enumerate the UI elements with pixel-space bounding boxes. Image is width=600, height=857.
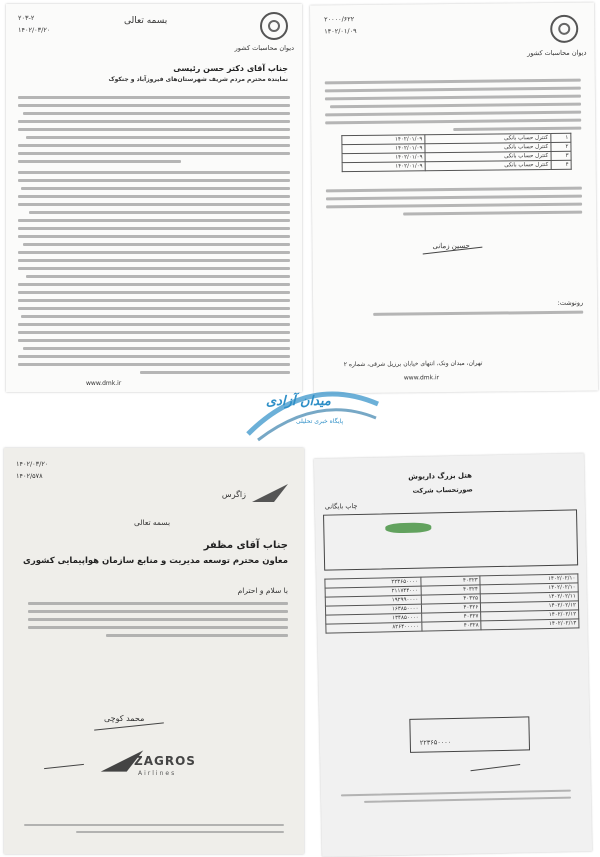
invoice-footer-lines <box>341 790 571 809</box>
signature-mark-2 <box>44 764 84 769</box>
footer-lines <box>24 824 284 838</box>
table-cell: ۴۰۳۲۳ <box>420 576 480 586</box>
table-cell: ۳ <box>551 151 572 160</box>
recipient-name: جناب آقای مظفر <box>203 540 288 551</box>
salutation: با سلام و احترام <box>237 586 288 595</box>
watermark-title: میدان آزادی <box>266 394 331 409</box>
letter-number: ۲۰۳-۲ <box>18 14 35 22</box>
accounts-table <box>341 133 571 172</box>
table-cell: ۱۳۴۸۵۰۰۰۰ <box>326 613 422 624</box>
print-label: چاپ بایگانی <box>324 501 358 511</box>
letter-date: ۱۴۰۲/۰۳/۲۰ <box>16 460 49 468</box>
footer-website: www.dmk.ir <box>403 374 440 382</box>
greeting: بسمه تعالی <box>134 518 171 527</box>
invoice-document <box>314 453 592 857</box>
table-cell: ۱۴۰۲/۰۲/۱۰ <box>480 583 578 594</box>
brand-english: ZAGROS <box>134 754 196 768</box>
table-cell: ۴۰۳۲۷ <box>421 612 481 622</box>
brand-persian: زاگرس <box>221 490 246 499</box>
table-cell: ۱۴۰۲/۰۲/۱۲ <box>481 610 579 621</box>
table-cell: ۱۴۰۲/۰۱/۰۹ <box>342 144 425 154</box>
letter-document-top-left <box>6 4 302 392</box>
table-cell: ۴۰۳۲۶ <box>421 603 481 613</box>
letter-body <box>28 602 288 642</box>
table-cell: ۸۲۶۴۰۰۰۰۰ <box>326 622 422 633</box>
signer-name: محمد کوچی <box>104 714 145 723</box>
table-cell: ۱۹۲۹۹۰۰۰۰ <box>325 595 421 606</box>
letter-document-top-right <box>310 3 598 394</box>
news-watermark <box>238 384 386 446</box>
table-cell: ۱۴۰۲/۰۲/۱۲ <box>481 601 579 612</box>
letter-number: ۲۰۰۰۰/۶۲۲ <box>324 15 355 24</box>
footer-website: www.dmk.ir <box>86 380 122 387</box>
recipient-role: نماینده محترم مردم شریف شهرستان‌های فیروز‌آباد و جنکوک <box>108 76 288 83</box>
invoice-table <box>324 573 579 633</box>
letter-document-bottom-left <box>4 448 304 854</box>
table-cell: ۱۴۰۲/۰۲/۱۱ <box>480 592 578 603</box>
letter-date: ۱۴۰۲/۰۳/۲۰ <box>18 26 51 34</box>
table-cell: ۱۴۰۲/۰۱/۰۹ <box>342 135 425 145</box>
table-cell: ۱۴۰۲/۰۱/۰۹ <box>342 162 425 172</box>
invoice-header-box <box>323 509 578 570</box>
table-cell: ۱۴۰۲/۰۲/۱۳ <box>481 619 579 630</box>
table-cell: کنترل حساب بانکی <box>425 151 551 161</box>
brand-english-sub: Airlines <box>138 770 177 777</box>
table-cell: ۲۲۳۶۵۰۰۰۰ <box>325 577 421 588</box>
totals-box <box>409 716 530 753</box>
hotel-name: هتل بزرگ داریوش <box>408 471 473 481</box>
letter-body <box>18 96 290 379</box>
letter-body <box>325 79 582 138</box>
table-cell: کنترل حساب بانکی <box>425 133 551 143</box>
org-name: دیوان محاسبات کشور <box>527 48 587 58</box>
seal-emblem-icon <box>550 15 578 43</box>
seal-emblem-icon <box>260 12 288 40</box>
table-cell: ۱۴۰۲/۰۲/۱۰ <box>480 574 578 585</box>
table-cell: ۴۰۳۲۴ <box>421 585 481 595</box>
table-cell: کنترل حساب بانکی <box>425 142 551 152</box>
org-name: دیوان محاسبات کشور <box>234 44 294 52</box>
letter-date: ۱۴۰۲/۰۱/۰۹ <box>324 27 357 36</box>
cc-text <box>373 311 583 321</box>
table-cell: ۲ <box>551 142 572 151</box>
footer-address: تهران، میدان ونک، انتهای خیابان برزیل شرقی، شماره ۲ <box>343 359 483 369</box>
letter-number: ۱۴۰۲/۵۷۸ <box>16 472 43 480</box>
signature-mark <box>94 722 164 730</box>
watermark-subtitle: پایگاه خبری تحلیلی <box>296 418 344 425</box>
recipient-name: جناب آقای دکتر حسن رئیسی <box>173 64 288 73</box>
table-cell: ۴۰۳۲۸ <box>421 621 481 631</box>
signer-name: حسین زمانی <box>432 241 470 251</box>
recipient-role: معاون محترم توسعه مدیریت و منابع سازمان هواپیمایی کشوری <box>23 556 288 566</box>
cc-label: رونوشت: <box>557 298 584 307</box>
table-cell: ۱۶۳۸۵۰۰۰۰ <box>325 604 421 615</box>
table-cell: ۱ <box>550 133 571 142</box>
table-cell: ۴۰۳۲۵ <box>421 594 481 604</box>
signature-mark <box>471 764 521 771</box>
zagros-logo-icon <box>250 482 290 504</box>
table-cell: ۲۱۱۷۴۴۰۰۰ <box>325 586 421 597</box>
table-cell: ۴ <box>551 160 572 169</box>
invoice-title: صورتحساب شرکت <box>412 485 473 495</box>
greeting: بسمه تعالی <box>124 16 168 26</box>
invoice-total: ۲۲۳۶۵۰۰۰۰ <box>419 738 452 747</box>
letter-body-2 <box>326 187 582 222</box>
table-cell: ۱۴۰۲/۰۱/۰۹ <box>342 153 425 163</box>
table-row <box>342 160 571 171</box>
table-cell: کنترل حساب بانکی <box>425 160 551 170</box>
